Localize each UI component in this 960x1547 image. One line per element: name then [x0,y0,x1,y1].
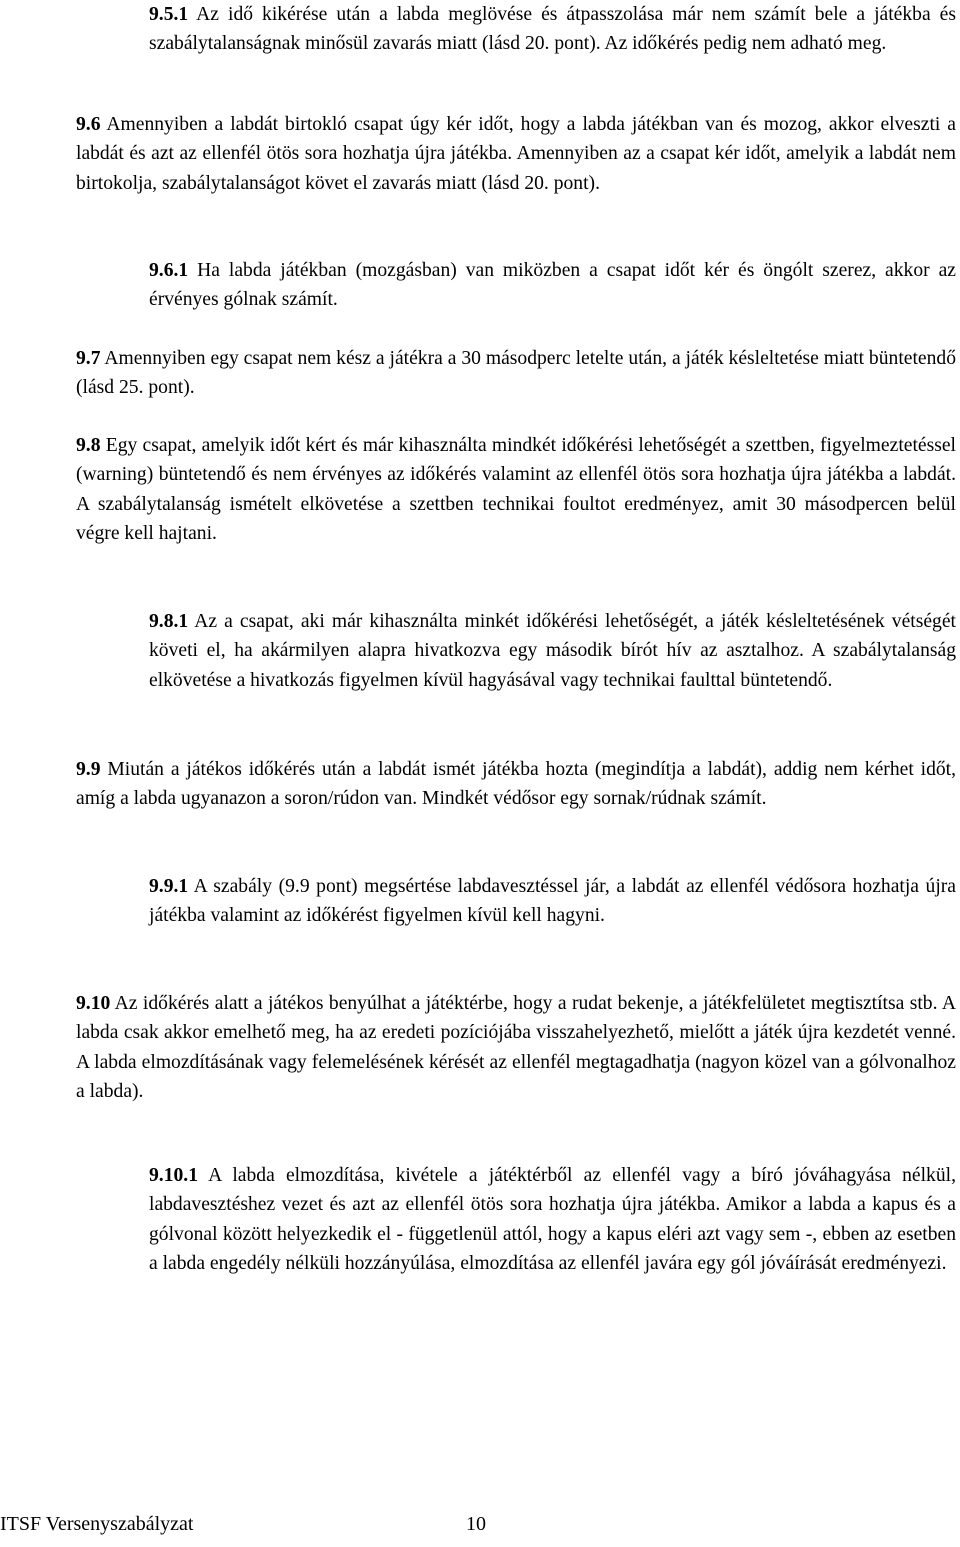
paragraph-number: 9.10 [76,993,111,1014]
paragraph-text: Miután a játékos időkérés után a labdát ismét játékba hozta (megindítja a labdát), addig nem kérhet időt, amíg a labda ugyanazon a soron/rúdon van. Mindkét védősor egy sornak/rúdnak számít. [76,759,956,810]
paragraph-number: 9.6.1 [149,260,189,281]
paragraph-text: Amennyiben a labdát birtokló csapat úgy kér időt, hogy a labda játékban van és mozog, akkor elveszti a labdát és azt az ellenfél ötös sora hozhatja újra játékba. Amennyiben az a csapat kér időt, amelyik a labdát nem birtokolja, szabálytalanságot követ el zavarás miatt (lásd 20. pont). [76,114,956,194]
paragraph-9-6 [76,110,956,198]
paragraph-number: 9.9 [76,759,101,780]
footer-page-number: 10 [466,1513,486,1535]
paragraph-number: 9.8 [76,435,101,456]
paragraph-9-10 [76,989,956,1107]
paragraph-number: 9.7 [76,348,101,369]
paragraph-text: A szabály (9.9 pont) megsértése labdavesztéssel jár, a labdát az ellenfél védősora hozhatja újra játékba valamint az időkérést figyelmen kívül kell hagyni. [149,876,956,927]
paragraph-9-8-1 [149,607,956,695]
paragraph-9-5-1 [149,0,956,59]
paragraph-text: Az a csapat, aki már kihasználta minkét időkérési lehetőségét, a játék késleltetésének vétségét követi el, ha akármilyen alapra hivatkozva egy második bírót hív az asztalhoz. A szabálytalanság elkövetése a hivatkozás figyelmen kívül hagyásával vagy technikai faulttal büntetendő. [149,611,956,691]
footer-title: ITSF Versenyszabályzat [0,1513,194,1535]
paragraph-text: Az idő kikérése után a labda meglövése és átpasszolása már nem számít bele a játékba és szabálytalanságnak minősül zavarás miatt (lásd 20. pont). Az időkérés pedig nem adható meg. [149,4,956,55]
paragraph-9-9-1 [149,872,956,931]
paragraph-text: Az időkérés alatt a játékos benyúlhat a játéktérbe, hogy a rudat bekenje, a játékfelületet megtisztítsa stb. A labda csak akkor emelhető meg, ha az eredeti pozíciójába visszahelyezhető, mielőtt a játék újra kezdetét venné. A labda elmozdításának vagy felemelésének kérését az ellenfél megtagadhatja (nagyon közel van a gólvonalhoz a labda). [76,993,956,1103]
paragraph-text: Egy csapat, amelyik időt kért és már kihasználta mindkét időkérési lehetőségét a szettben, figyelmeztetéssel (warning) büntetendő és nem érvényes az időkérés valamint az ellenfél ötös sora hozhatja újra játékba a labdát. A szabálytalanság ismételt elkövetése a szettben technikai foultot eredményez, amit 30 másodpercen belül végre kell hajtani. [76,435,956,545]
paragraph-number: 9.8.1 [149,611,189,632]
paragraph-number: 9.9.1 [149,876,189,897]
paragraph-9-9 [76,755,956,814]
paragraph-text: Amennyiben egy csapat nem kész a játékra a 30 másodperc letelte után, a játék késleltetése miatt büntetendő (lásd 25. pont). [76,348,956,399]
paragraph-number: 9.10.1 [149,1165,198,1186]
paragraph-9-7 [76,344,956,403]
paragraph-9-8 [76,431,956,549]
paragraph-9-6-1 [149,256,956,315]
paragraph-number: 9.6 [76,114,101,135]
paragraph-text: Ha labda játékban (mozgásban) van miközben a csapat időt kér és öngólt szerez, akkor az érvényes gólnak számít. [149,260,956,311]
paragraph-text: A labda elmozdítása, kivétele a játéktérből az ellenfél vagy a bíró jóváhagyása nélkül, labdavesztéshez vezet és azt az ellenfél ötös sora hozhatja újra játékba. Amikor a labda a kapus és a gólvonal között helyezkedik el - függetlenül attól, hogy a kapus eléri azt vagy sem -, ebben az esetben a labda engedély nélküli hozzányúlása, elmozdítása az ellenfél javára egy gól jóváírását eredményezi. [149,1165,956,1275]
paragraph-9-10-1 [149,1161,956,1279]
paragraph-number: 9.5.1 [149,4,189,25]
